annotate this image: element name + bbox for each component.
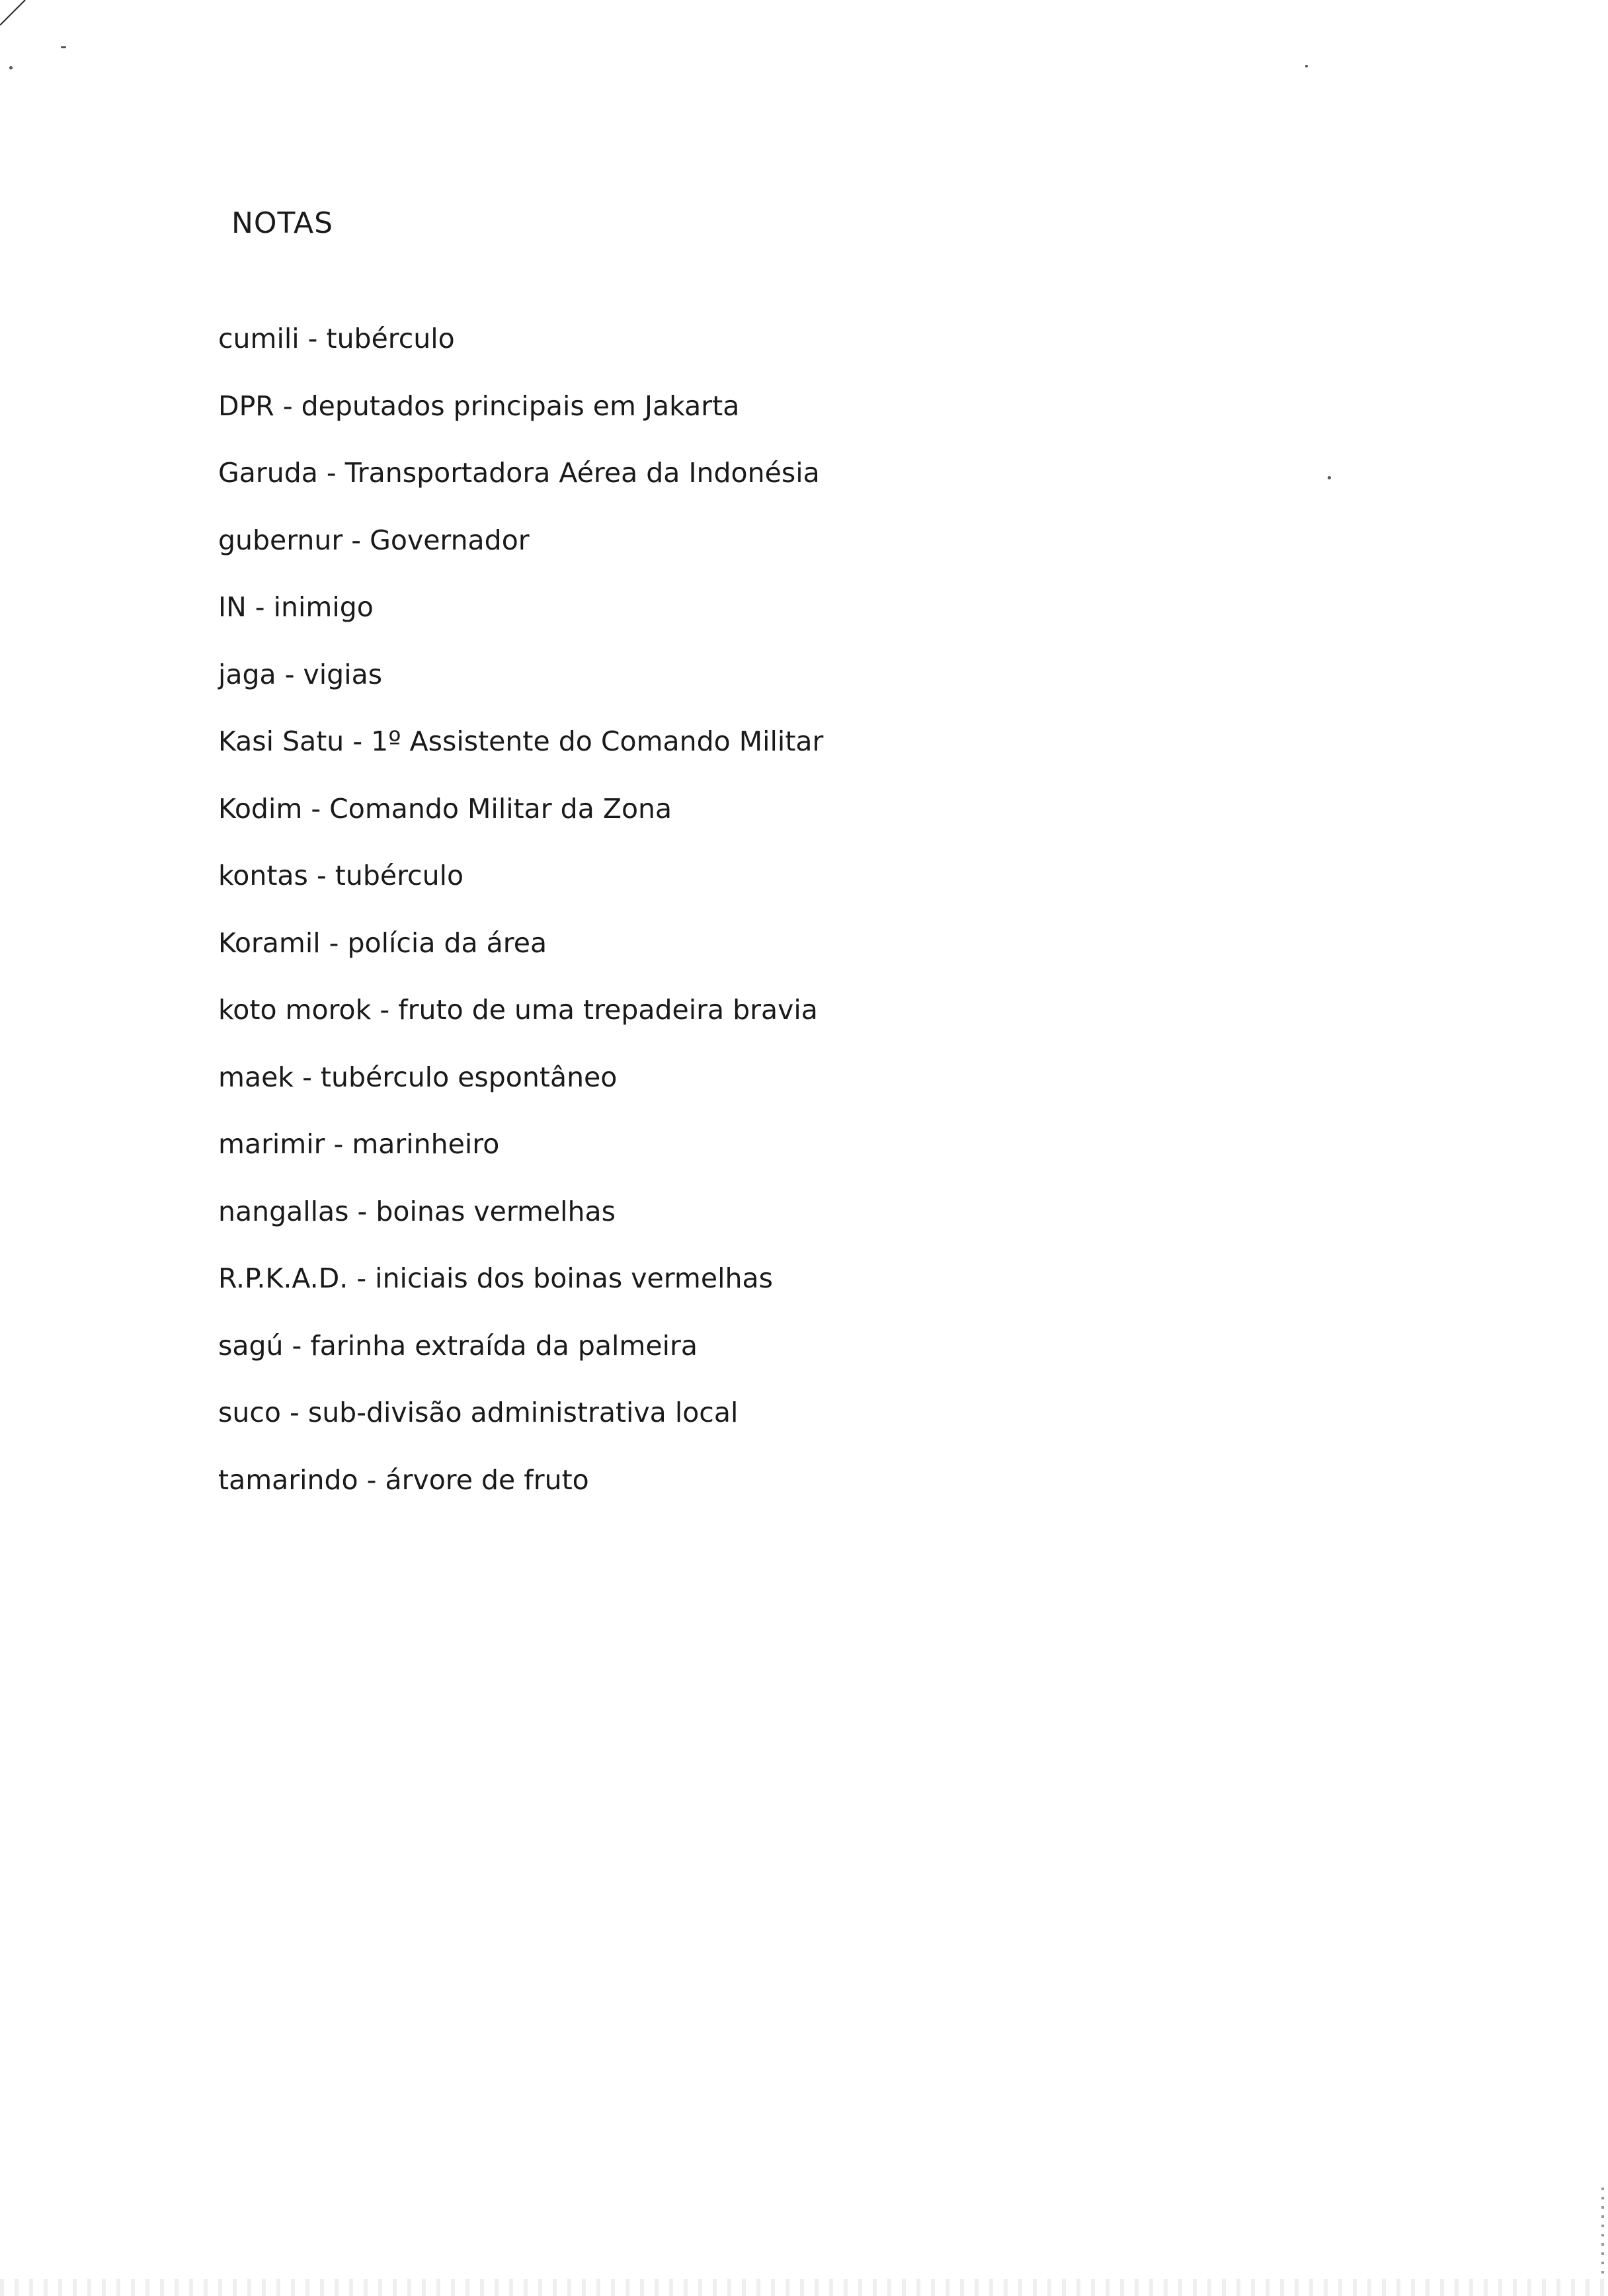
list-item: maek - tubérculo espontâneo [218,1061,618,1093]
list-item: IN - inimigo [218,591,374,623]
scan-speck [9,66,13,69]
scan-speck [61,46,66,48]
list-item: Kodim - Comando Militar da Zona [218,792,672,825]
scan-speck [1328,476,1331,479]
list-item: Koramil - polícia da área [218,926,547,959]
list-item: DPR - deputados principais em Jakarta [218,390,740,422]
list-item: Kasi Satu - 1º Assistente do Comando Militar [218,725,824,757]
list-item: nangallas - boinas vermelhas [218,1195,616,1227]
scan-speck [1305,65,1308,67]
list-item: suco - sub-divisão administrativa local [218,1397,739,1428]
glossary-list [218,306,823,1514]
scan-bottom-edge [0,2279,1608,2296]
list-item: R.P.K.A.D. - iniciais dos boinas vermelhas [218,1262,773,1294]
list-item: koto morok - fruto de uma trepadeira bravia [218,994,818,1026]
list-item: marimir - marinheiro [218,1128,500,1160]
list-item: cumili - tubérculo [218,323,455,354]
list-item: jaga - vigias [218,658,383,690]
scan-corner-mark [0,0,26,26]
scan-right-edge [1601,2188,1604,2280]
page-title: NOTAS [231,206,334,240]
list-item: kontas - tubérculo [218,860,464,891]
list-item: gubernur - Governador [218,524,530,556]
list-item: sagú - farinha extraída da palmeira [218,1329,698,1362]
list-item: Garuda - Transportadora Aérea da Indonésia [218,457,820,489]
list-item: tamarindo - árvore de fruto [218,1463,589,1496]
